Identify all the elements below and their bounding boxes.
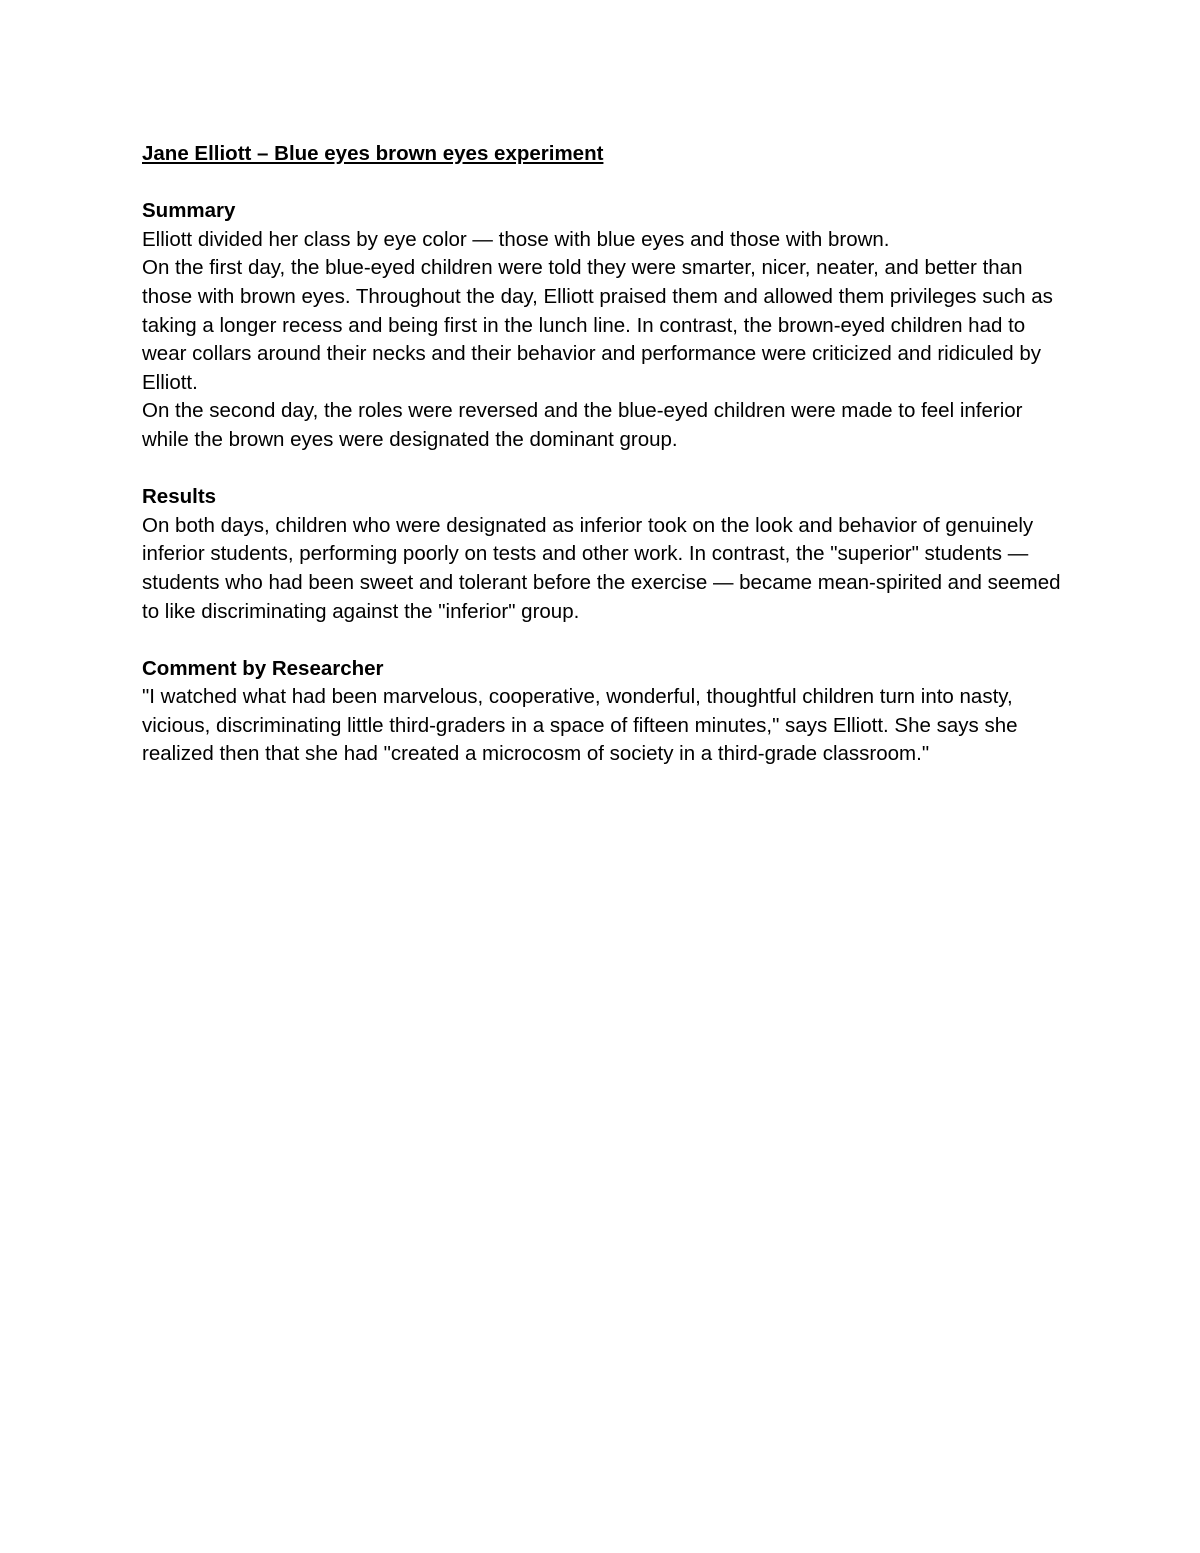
paragraph: Elliott divided her class by eye color — those with blue eyes and those with brown. — [142, 227, 890, 251]
section-results — [142, 483, 1072, 626]
paragraph: On the first day, the blue-eyed children were told they were smarter, nicer, neater, and better than those with brown eyes. Throughout the day, Elliott praised them and allowed them privileges such as taking a longer recess and being first in the lunch line. In contrast, the brown-eyed children had to wear collars around their necks and their behavior and performance were criticized and ridiculed by Elliott. — [142, 256, 1053, 394]
document-title: Jane Elliott – Blue eyes brown eyes experiment — [142, 142, 604, 165]
section-heading: Results — [142, 485, 217, 509]
section-heading: Summary — [142, 199, 236, 223]
paragraph: "I watched what had been marvelous, cooperative, wonderful, thoughtful children turn into nasty, vicious, discriminating little third-graders in a space of fifteen minutes," says Elliott. She says she realized then that she had "created a microcosm of society in a third-grade classroom." — [142, 685, 1018, 766]
section-summary — [142, 197, 1072, 454]
paragraph: On both days, children who were designated as inferior took on the look and behavior of genuinely inferior students, performing poorly on tests and other work. In contrast, the "superior" students — students who had been sweet and tolerant before the exercise — became mean-spirited and seemed to like discriminating against the "inferior" group. — [142, 513, 1061, 623]
document-body — [142, 140, 1072, 798]
paragraph: On the second day, the roles were reversed and the blue-eyed children were made to feel inferior while the brown eyes were designated the dominant group. — [142, 399, 1023, 451]
section-heading: Comment by Researcher — [142, 656, 384, 680]
section-comment — [142, 655, 1072, 769]
